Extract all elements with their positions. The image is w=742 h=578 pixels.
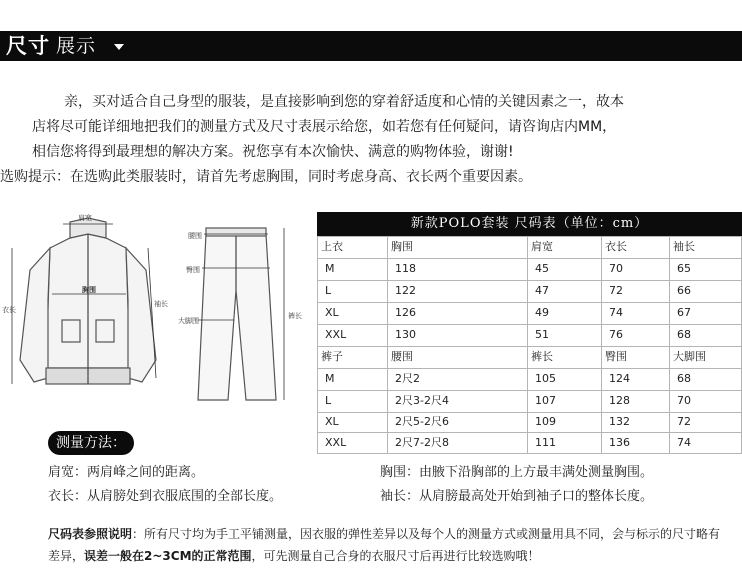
table-cell: 136 [609, 436, 630, 449]
table-cell: 67 [677, 306, 691, 319]
note-label: 尺码表参照说明 [48, 527, 133, 541]
table-cell: 2尺2 [395, 372, 420, 385]
intro-line-4: 选购提示：在选购此类服装时，请首先考虑胸围，同时考虑身高、衣长两个重要因素。 [0, 169, 532, 185]
table-cell: 124 [609, 372, 630, 385]
intro-line-3: 相信您将得到最理想的解决方案。祝您享有本次愉快、满意的购物体验，谢谢! [32, 144, 514, 160]
table-cell: L [325, 284, 332, 297]
method-chest: 胸围：由腋下沿胸部的上方最丰满处测量胸围。 [380, 465, 654, 480]
pants-label-thigh: 大脚围 [178, 317, 199, 325]
intro-text [0, 90, 722, 190]
table-cell: 2尺7-2尺8 [395, 436, 449, 449]
table-cell: 68 [677, 328, 691, 341]
table-header-cell: 裤子 [321, 350, 343, 363]
table-cell: 105 [535, 372, 556, 385]
table-cell: 2尺5-2尺6 [395, 415, 449, 428]
table-header-cell: 大脚围 [673, 350, 706, 363]
table-cell: XL [325, 306, 339, 319]
table-cell: M [325, 262, 335, 275]
table-cell: 72 [677, 415, 691, 428]
size-table [317, 212, 742, 454]
table-cell: 111 [535, 436, 556, 449]
table-cell: 65 [677, 262, 691, 275]
table-cell: 72 [609, 284, 623, 297]
table-cell: 130 [395, 328, 416, 341]
table-cell: 70 [609, 262, 623, 275]
table-cell: 74 [677, 436, 691, 449]
table-cell: L [325, 394, 332, 407]
section-header [0, 31, 742, 61]
table-header-cell: 臀围 [605, 350, 627, 363]
table-cell: 76 [609, 328, 623, 341]
note-emphasis: 误差一般在2~3CM的正常范围 [84, 549, 252, 563]
table-cell: 126 [395, 306, 416, 319]
pants-label-waist: 腰围 [188, 232, 202, 240]
table-cell: M [325, 372, 335, 385]
pants-label-hip: 臀围 [186, 266, 200, 274]
table-cell: XXL [325, 436, 347, 449]
method-title: 测量方法： [48, 431, 134, 455]
table-cell: 74 [609, 306, 623, 319]
header-title-bold: 尺寸 [6, 34, 50, 58]
header-title-rest: 展示 [56, 35, 97, 57]
jacket-label-length: 衣长 [2, 306, 16, 314]
table-header-cell: 胸围 [391, 240, 413, 253]
table-header-cell: 袖长 [673, 240, 695, 253]
garment-diagrams [2, 210, 308, 410]
method-length: 衣长：从肩膀处到衣服底围的全部长度。 [48, 489, 283, 504]
table-cell: 70 [677, 394, 691, 407]
table-cell: 45 [535, 262, 549, 275]
table-header-cell: 裤长 [531, 350, 553, 363]
table-cell: 66 [677, 284, 691, 297]
size-table-title: 新款POLO套装 尺码表（单位：cm） [317, 212, 742, 236]
table-header-cell: 上衣 [321, 240, 343, 253]
method-shoulder: 肩宽：两肩峰之间的距离。 [48, 465, 205, 480]
table-cell: 2尺3-2尺4 [395, 394, 449, 407]
jacket-label-chest: 胸围 [82, 286, 96, 294]
note-part-2: ，可先测量自己合身的衣服尺寸后再进行比较选购哦！ [251, 549, 540, 563]
pants-label-length: 裤长 [288, 312, 302, 320]
table-cell: 128 [609, 394, 630, 407]
table-cell: 47 [535, 284, 549, 297]
size-note [48, 523, 732, 567]
table-header-cell: 衣长 [605, 240, 627, 253]
intro-line-2: 店将尽可能详细地把我们的测量方式及尺寸表展示给您，如若您有任何疑问，请咨询店内MM， [32, 119, 617, 135]
jacket-diagram [20, 218, 156, 384]
pants-diagram [198, 228, 276, 400]
table-cell: 132 [609, 415, 630, 428]
table-header-cell: 腰围 [391, 350, 413, 363]
table-cell: 51 [535, 328, 549, 341]
table-cell: 109 [535, 415, 556, 428]
method-sleeve: 袖长：从肩膀最高处开始到袖子口的整体长度。 [380, 489, 654, 504]
note-part-1: ：所有尺寸均为手工平铺测量，因衣服的弹性差异以及每个人的测量方式或测量用具不同，会与标示的尺寸略有差异， [48, 527, 721, 563]
table-cell: 68 [677, 372, 691, 385]
jacket-label-shoulder: 肩宽 [78, 214, 92, 222]
table-header-cell: 肩宽 [531, 240, 553, 253]
table-cell: XXL [325, 328, 347, 341]
table-cell: 49 [535, 306, 549, 319]
table-cell: XL [325, 415, 339, 428]
jacket-label-sleeve: 袖长 [154, 300, 168, 308]
intro-line-1: 亲，买对适合自己身型的服装，是直接影响到您的穿着舒适度和心情的关键因素之一，故本 [64, 94, 624, 110]
table-cell: 118 [395, 262, 416, 275]
table-cell: 107 [535, 394, 556, 407]
table-cell: 122 [395, 284, 416, 297]
caret-down-icon [114, 44, 124, 50]
